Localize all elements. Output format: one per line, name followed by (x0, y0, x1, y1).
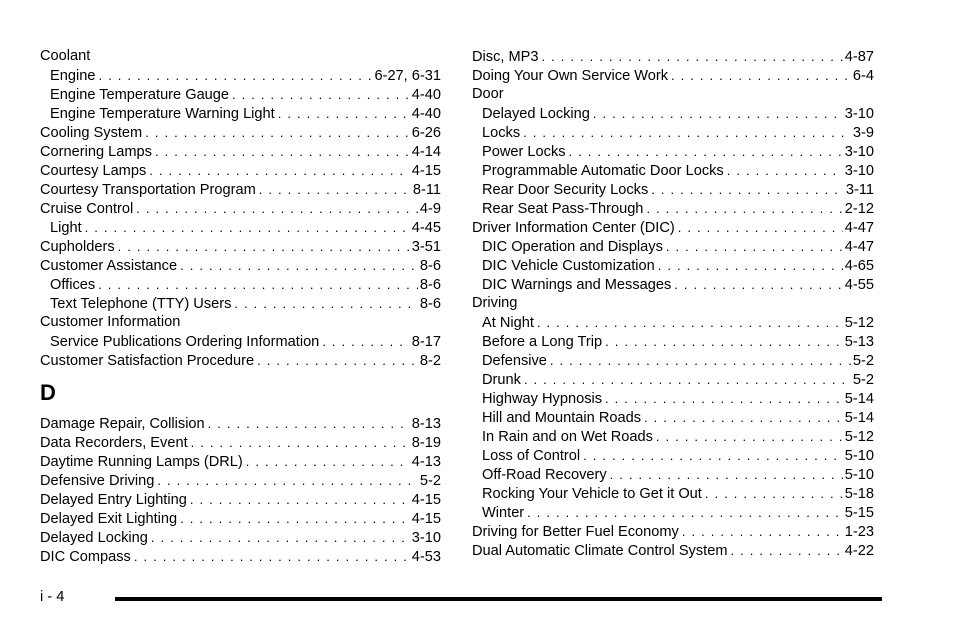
entry-page-ref: 8-19 (411, 435, 441, 451)
index-subentry (472, 332, 874, 351)
index-entry (472, 47, 874, 66)
index-entry (40, 509, 441, 528)
index-subentry (472, 275, 874, 294)
entry-page-ref: 3-10 (411, 530, 441, 546)
dot-leader (727, 161, 843, 180)
dot-leader (644, 408, 843, 427)
entry-title: Defensive (482, 353, 547, 369)
entry-title: Defensive Driving (40, 473, 155, 489)
entry-title: Rocking Your Vehicle to Get it Out (482, 486, 702, 502)
entry-page-ref: 4-40 (411, 87, 441, 103)
entry-title: Before a Long Trip (482, 334, 603, 350)
dot-leader (118, 237, 410, 256)
dot-leader (610, 465, 843, 484)
index-subentry (472, 256, 874, 275)
dot-leader (257, 351, 418, 370)
index-subentry (40, 218, 441, 237)
entry-page-ref: 5-12 (844, 315, 874, 331)
entry-title: Winter (482, 505, 525, 521)
entry-title: Cooling System (40, 125, 143, 141)
index-entry (40, 313, 441, 332)
dot-leader (278, 104, 410, 123)
entry-page-ref: 5-13 (844, 334, 874, 350)
entry-page-ref: 4-45 (411, 220, 441, 236)
dot-leader (136, 199, 418, 218)
dot-leader (671, 66, 851, 85)
entry-title: Customer Information (40, 314, 181, 330)
index-entry (40, 471, 441, 490)
index-subentry (472, 142, 874, 161)
entry-page-ref: 8-13 (411, 416, 441, 432)
entry-page-ref: 4-47 (844, 239, 874, 255)
index-entry (40, 180, 441, 199)
entry-title: Highway Hypnosis (482, 391, 603, 407)
entry-page-ref: 5-10 (844, 448, 874, 464)
entry-page-ref: 5-12 (844, 429, 874, 445)
dot-leader (98, 66, 372, 85)
entry-page-ref: 4-40 (411, 106, 441, 122)
index-subentry (40, 332, 441, 351)
index-subentry (472, 465, 874, 484)
entry-page-ref: 5-15 (844, 505, 874, 521)
entry-page-ref: 5-2 (852, 372, 874, 388)
entry-title: Engine Temperature Gauge (50, 87, 230, 103)
page-number: i - 4 (40, 589, 65, 605)
index-subentry (472, 446, 874, 465)
index-entry (472, 522, 874, 541)
index-entry (472, 541, 874, 560)
dot-leader (705, 484, 843, 503)
entry-title: Driving (472, 295, 518, 311)
dot-leader (246, 452, 410, 471)
dot-leader (151, 528, 410, 547)
entry-page-ref: 4-15 (411, 492, 441, 508)
entry-page-ref: 4-87 (844, 49, 874, 65)
index-entry (40, 414, 441, 433)
dot-leader (155, 142, 410, 161)
dot-leader (524, 370, 851, 389)
dot-leader (527, 503, 843, 522)
entry-title: Coolant (40, 48, 91, 64)
index-entry (40, 161, 441, 180)
dot-leader (605, 332, 843, 351)
index-entry (472, 66, 874, 85)
entry-title: Daytime Running Lamps (DRL) (40, 454, 243, 470)
dot-leader (605, 389, 843, 408)
entry-page-ref: 4-15 (411, 511, 441, 527)
dot-leader (658, 256, 843, 275)
index-entry (40, 47, 441, 66)
entry-title: Damage Repair, Collision (40, 416, 205, 432)
entry-title: DIC Operation and Displays (482, 239, 663, 255)
entry-title: Delayed Locking (40, 530, 148, 546)
index-subentry (472, 370, 874, 389)
entry-title: Data Recorders, Event (40, 435, 188, 451)
entry-title: Off-Road Recovery (482, 467, 607, 483)
entry-title: Doing Your Own Service Work (472, 68, 669, 84)
index-column-left (40, 47, 441, 566)
entry-page-ref: 4-15 (411, 163, 441, 179)
entry-page-ref: 5-10 (844, 467, 874, 483)
index-entry (472, 85, 874, 104)
index-group-c (40, 47, 441, 370)
entry-page-ref: 3-9 (852, 125, 874, 141)
entry-page-ref: 3-10 (844, 106, 874, 122)
entry-page-ref: 5-14 (844, 391, 874, 407)
index-subentry (472, 389, 874, 408)
dot-leader (322, 332, 409, 351)
entry-title: Cruise Control (40, 201, 134, 217)
entry-title: Delayed Locking (482, 106, 590, 122)
dot-leader (180, 256, 418, 275)
entry-page-ref: 3-11 (845, 182, 874, 198)
index-subentry (40, 294, 441, 313)
dot-leader (208, 414, 410, 433)
index-subentry (472, 123, 874, 142)
entry-page-ref: 5-18 (844, 486, 874, 502)
entry-title: Cupholders (40, 239, 115, 255)
entry-page-ref: 5-2 (852, 353, 874, 369)
dot-leader (593, 104, 843, 123)
dot-leader (583, 446, 843, 465)
dot-leader (674, 275, 843, 294)
entry-page-ref: 6-27, 6-31 (374, 68, 441, 84)
entry-page-ref: 4-65 (844, 258, 874, 274)
entry-title: Delayed Exit Lighting (40, 511, 178, 527)
index-entry (40, 256, 441, 275)
entry-title: Rear Seat Pass-Through (482, 201, 644, 217)
index-entry (40, 237, 441, 256)
index-subentry (40, 66, 441, 85)
index-subentry (472, 484, 874, 503)
index-subentry (472, 161, 874, 180)
entry-title: Courtesy Lamps (40, 163, 147, 179)
entry-page-ref: 4-22 (844, 543, 874, 559)
entry-page-ref: 3-51 (411, 239, 441, 255)
entry-title: Courtesy Transportation Program (40, 182, 256, 198)
entry-title: Delayed Entry Lighting (40, 492, 187, 508)
index-subentry (40, 275, 441, 294)
index-entry (40, 123, 441, 142)
index-entry (40, 199, 441, 218)
entry-title: Loss of Control (482, 448, 581, 464)
entry-page-ref: 8-2 (419, 353, 441, 369)
entry-title: Drunk (482, 372, 521, 388)
dot-leader (149, 161, 410, 180)
entry-title: Programmable Automatic Door Locks (482, 163, 724, 179)
entry-title: Disc, MP3 (472, 49, 539, 65)
index-subentry (40, 85, 441, 104)
dot-leader (682, 522, 843, 541)
entry-page-ref: 6-4 (852, 68, 874, 84)
index-entry (40, 547, 441, 566)
entry-page-ref: 4-47 (844, 220, 874, 236)
entry-page-ref: 3-10 (844, 144, 874, 160)
entry-page-ref: 3-10 (844, 163, 874, 179)
entry-page-ref: 8-6 (419, 277, 441, 293)
entry-title: Power Locks (482, 144, 566, 160)
entry-title: DIC Compass (40, 549, 131, 565)
dot-leader (85, 218, 410, 237)
index-subentry (472, 237, 874, 256)
index-entry (40, 351, 441, 370)
dot-leader (190, 490, 410, 509)
index-entry (40, 490, 441, 509)
dot-leader (259, 180, 411, 199)
index-subentry (472, 104, 874, 123)
dot-leader (666, 237, 843, 256)
dot-leader (569, 142, 843, 161)
section-letter-heading: D (40, 380, 56, 405)
entry-page-ref: 8-6 (419, 296, 441, 312)
entry-title: In Rain and on Wet Roads (482, 429, 653, 445)
entry-page-ref: 4-55 (844, 277, 874, 293)
dot-leader (180, 509, 410, 528)
index-subentry (40, 104, 441, 123)
entry-title: Light (50, 220, 82, 236)
dot-leader (191, 433, 410, 452)
dot-leader (98, 275, 418, 294)
dot-leader (134, 547, 410, 566)
entry-page-ref: 1-23 (844, 524, 874, 540)
dot-leader (157, 471, 418, 490)
entry-title: Customer Assistance (40, 258, 178, 274)
entry-title: Engine (50, 68, 96, 84)
index-subentry (472, 180, 874, 199)
dot-leader (656, 427, 843, 446)
entry-page-ref: 4-14 (411, 144, 441, 160)
footer-rule (115, 597, 882, 601)
entry-page-ref: 2-12 (844, 201, 874, 217)
entry-page-ref: 4-53 (411, 549, 441, 565)
dot-leader (646, 199, 842, 218)
dot-leader (145, 123, 410, 142)
index-entry (40, 433, 441, 452)
entry-title: Rear Door Security Locks (482, 182, 649, 198)
entry-title: Offices (50, 277, 96, 293)
entry-page-ref: 6-26 (411, 125, 441, 141)
index-entry (472, 218, 874, 237)
index-subentry (472, 199, 874, 218)
index-entry (40, 452, 441, 471)
dot-leader (678, 218, 843, 237)
entry-title: Customer Satisfaction Procedure (40, 353, 255, 369)
index-subentry (472, 408, 874, 427)
dot-leader (232, 85, 410, 104)
dot-leader (550, 351, 851, 370)
entry-title: Driver Information Center (DIC) (472, 220, 675, 236)
entry-title: Text Telephone (TTY) Users (50, 296, 232, 312)
entry-page-ref: 5-14 (844, 410, 874, 426)
entry-title: Dual Automatic Climate Control System (472, 543, 728, 559)
entry-title: Door (472, 86, 504, 102)
entry-page-ref: 8-17 (411, 334, 441, 350)
entry-title: Service Publications Ordering Information (50, 334, 320, 350)
entry-page-ref: 5-2 (419, 473, 441, 489)
entry-title: Cornering Lamps (40, 144, 152, 160)
index-entry (472, 294, 874, 313)
entry-title: Driving for Better Fuel Economy (472, 524, 679, 540)
dot-leader (542, 47, 843, 66)
index-column-right (472, 47, 874, 560)
index-subentry (472, 351, 874, 370)
entry-page-ref: 4-9 (419, 201, 441, 217)
entry-page-ref: 8-6 (419, 258, 441, 274)
index-subentry (472, 503, 874, 522)
entry-page-ref: 8-11 (412, 182, 441, 198)
dot-leader (234, 294, 417, 313)
entry-title: DIC Warnings and Messages (482, 277, 672, 293)
dot-leader (537, 313, 843, 332)
dot-leader (730, 541, 842, 560)
index-subentry (472, 313, 874, 332)
entry-title: At Night (482, 315, 534, 331)
entry-title: Hill and Mountain Roads (482, 410, 641, 426)
entry-title: DIC Vehicle Customization (482, 258, 655, 274)
entry-title: Locks (482, 125, 521, 141)
entry-title: Engine Temperature Warning Light (50, 106, 275, 122)
dot-leader (523, 123, 851, 142)
index-group-d (40, 414, 441, 566)
dot-leader (651, 180, 844, 199)
entry-page-ref: 4-13 (411, 454, 441, 470)
index-entry (40, 142, 441, 161)
index-subentry (472, 427, 874, 446)
index-entry (40, 528, 441, 547)
